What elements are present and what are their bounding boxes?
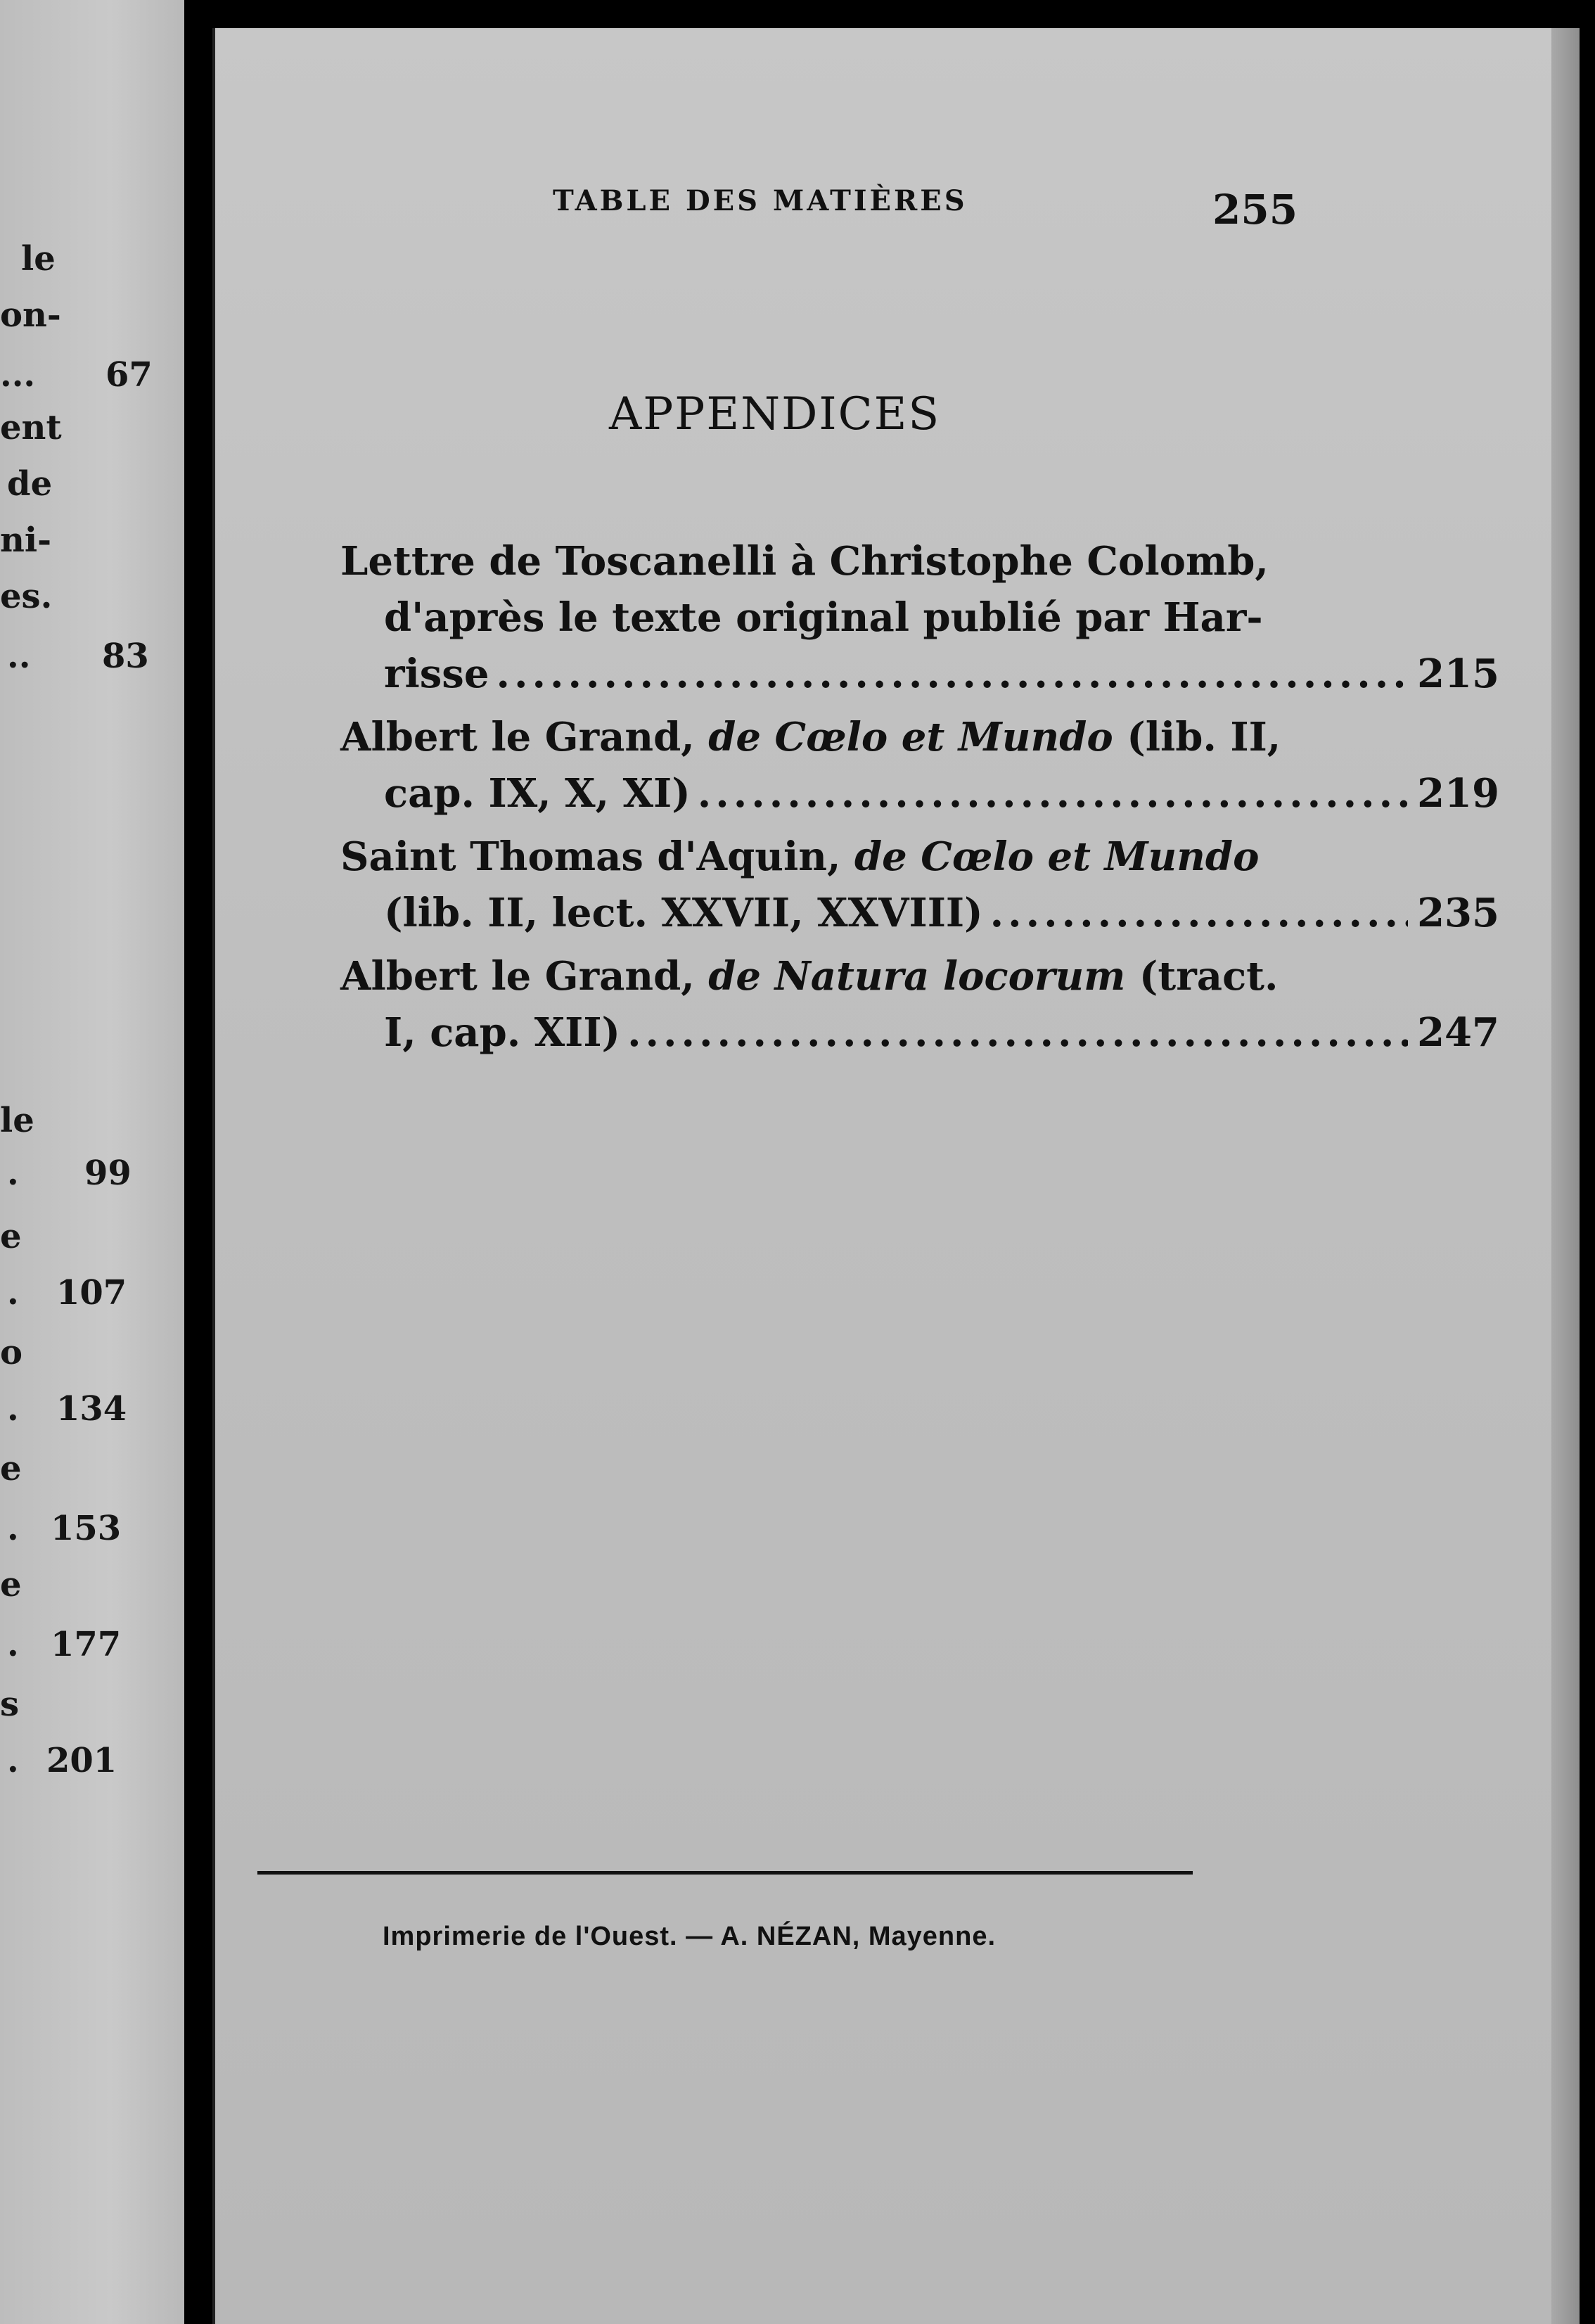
left-page-text-fragment: e [0, 1565, 22, 1604]
leader-dots [627, 1004, 1408, 1061]
left-page-text-fragment: . [7, 1154, 19, 1193]
entry-line-end: (lib. II, lect. XXVII, XXVIII) [384, 890, 983, 936]
left-page-text-fragment: .. [7, 637, 31, 676]
toc-entry-albert-natura [340, 948, 1499, 1061]
left-page-text-fragment: le [21, 239, 56, 279]
entry-last-line [340, 646, 1499, 702]
left-page-text-fragment: es. [0, 577, 53, 616]
left-page-text-fragment: ent [0, 408, 62, 447]
entry-text: (lib. II, [1113, 714, 1281, 760]
entry-line: Lettre de Toscanelli à Christophe Colomb, [340, 538, 1269, 585]
entry-text: Saint Thomas d'Aquin, [340, 834, 854, 880]
entry-line [340, 948, 1499, 1004]
left-page-text-fragment: e [0, 1449, 22, 1488]
left-page-text-fragment: . [7, 1741, 19, 1780]
left-page-text-fragment: 201 [46, 1741, 117, 1780]
left-page-text-fragment: e [0, 1217, 22, 1256]
left-page-text-fragment: 134 [56, 1389, 127, 1429]
toc-entry-albert-coelo [340, 709, 1499, 822]
entry-text: (tract. [1125, 953, 1279, 1000]
page-number: 255 [1212, 186, 1298, 234]
left-page-text-fragment: de [7, 464, 53, 504]
entry-page-number: 219 [1417, 770, 1499, 817]
entry-text: Albert le Grand, [340, 953, 709, 1000]
left-page-text-fragment: . [7, 1509, 19, 1548]
toc-entry-toscanelli [340, 533, 1499, 702]
entry-title-italic: de Natura locorum [708, 953, 1126, 1000]
entry-line-end: risse [384, 651, 489, 697]
left-page-text-fragment: 67 [105, 355, 153, 395]
left-page-text-fragment: . [7, 1625, 19, 1664]
entry-line: d'après le texte original publié par Har- [384, 594, 1263, 641]
left-page-text-fragment: ni- [0, 521, 52, 560]
printer-imprint: Imprimerie de l'Ouest. — A. NÉZAN, Mayenne. [383, 1922, 997, 1951]
table-of-contents [340, 533, 1499, 1068]
entry-page-number: 235 [1417, 890, 1499, 936]
left-page-text-fragment: 99 [84, 1154, 132, 1193]
left-page-text-fragment: 107 [56, 1273, 127, 1313]
left-page-text-fragment: on- [0, 295, 61, 335]
entry-line-end: I, cap. XII) [384, 1009, 621, 1056]
left-page-text-fragment: le [0, 1101, 34, 1140]
entry-title-italic: de Cœlo et Mundo [708, 714, 1113, 760]
entry-line-end: cap. IX, X, XI) [384, 770, 691, 817]
left-page-text-fragment: . [7, 1273, 19, 1313]
entry-page-number: 215 [1417, 651, 1499, 697]
leader-dots [990, 885, 1408, 941]
left-page-text-fragment: 83 [102, 637, 149, 676]
entry-text: Albert le Grand, [340, 714, 709, 760]
entry-line [340, 829, 1499, 885]
section-title: APPENDICES [609, 388, 941, 440]
left-page-fragment [0, 0, 184, 2324]
entry-last-line [340, 765, 1499, 822]
toc-entry-thomas-aquin [340, 829, 1499, 941]
left-page-text-fragment: s [0, 1685, 20, 1724]
leader-dots [698, 765, 1408, 822]
book-page [212, 28, 1580, 2324]
left-page-text-fragment: ... [0, 355, 36, 395]
left-page-text-fragment: . [7, 1389, 19, 1429]
left-page-text-fragment: o [0, 1333, 23, 1372]
running-head: TABLE DES MATIÈRES [553, 184, 968, 217]
leader-dots [496, 646, 1408, 702]
entry-line [340, 709, 1499, 765]
entry-title-italic: de Cœlo et Mundo [854, 834, 1260, 880]
left-page-text-fragment: 177 [51, 1625, 122, 1664]
left-page-text-fragment: 153 [51, 1509, 122, 1548]
footer-rule [257, 1871, 1193, 1875]
entry-page-number: 247 [1417, 1009, 1499, 1056]
entry-last-line [340, 1004, 1499, 1061]
entry-last-line [340, 885, 1499, 941]
